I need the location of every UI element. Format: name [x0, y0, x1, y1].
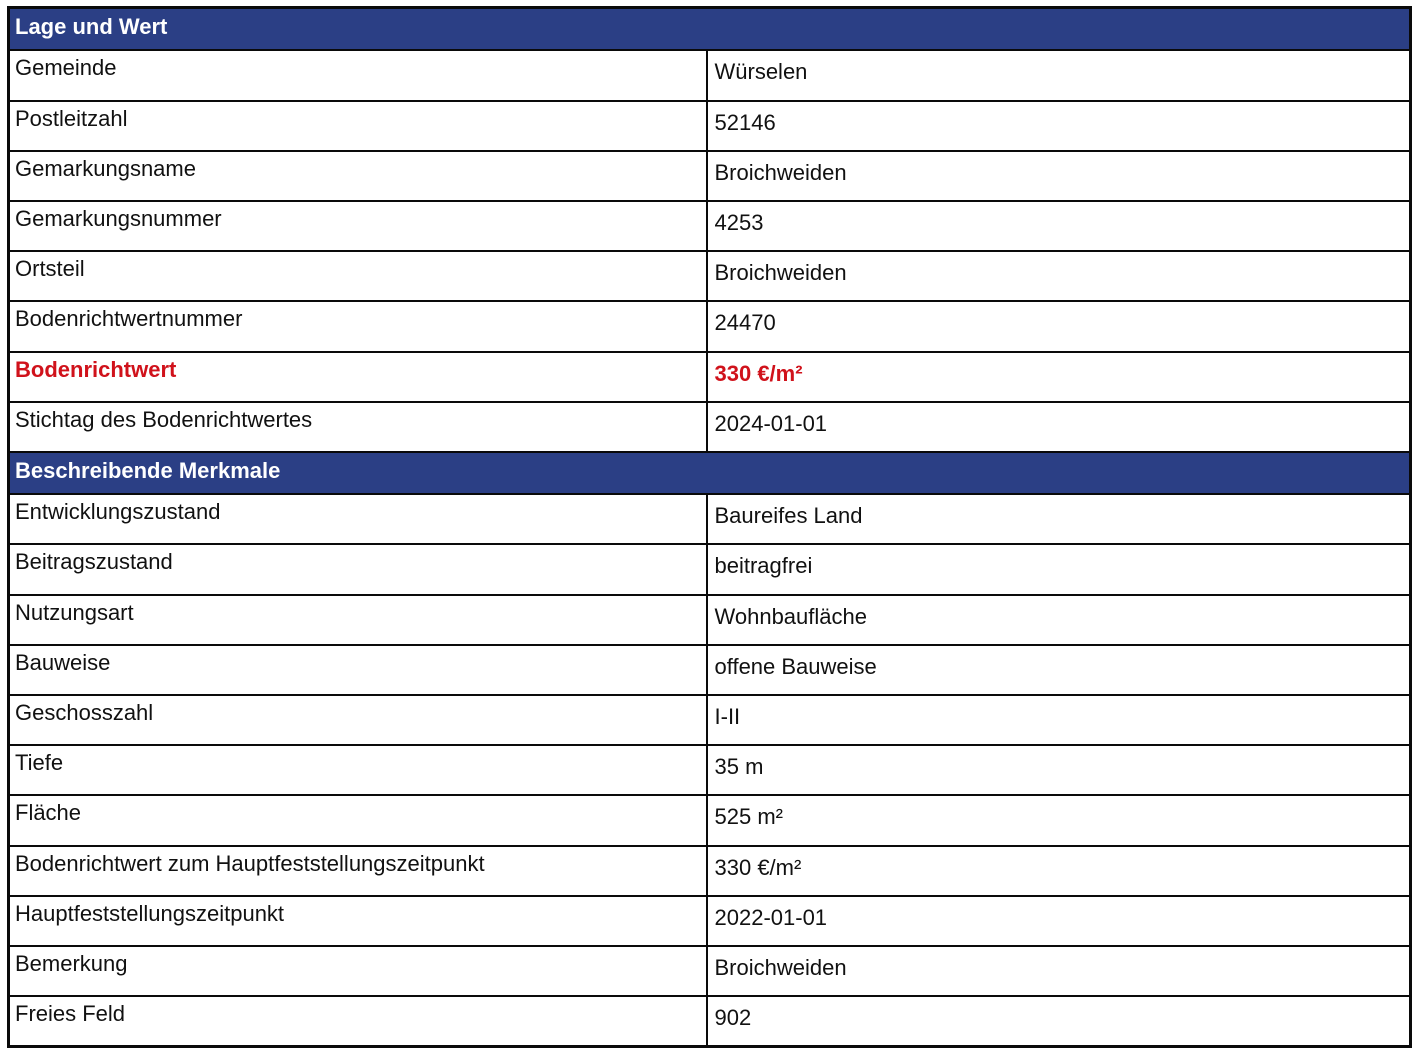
section-title: Beschreibende Merkmale [9, 452, 1411, 494]
row-value: 330 €/m² [707, 352, 1411, 402]
row-value: I-II [707, 695, 1411, 745]
row-label: Hauptfeststellungszeitpunkt [9, 896, 707, 946]
row-value: Broichweiden [707, 251, 1411, 301]
table-row-bauweise [9, 645, 1411, 695]
row-value: Broichweiden [707, 946, 1411, 996]
table-row-tiefe [9, 745, 1411, 795]
row-label: Nutzungsart [9, 595, 707, 645]
row-value: 2024-01-01 [707, 402, 1411, 452]
table-row-freies-feld [9, 996, 1411, 1047]
row-label: Bodenrichtwert zum Hauptfeststellungszeitpunkt [9, 846, 707, 896]
row-label: Ortsteil [9, 251, 707, 301]
table-row-hauptfeststellungszeitpunkt [9, 896, 1411, 946]
row-label: Bauweise [9, 645, 707, 695]
row-value: beitragfrei [707, 544, 1411, 594]
table-row-nutzungsart [9, 595, 1411, 645]
table-row-gemeinde [9, 50, 1411, 100]
section-header-lage-und-wert [9, 8, 1411, 51]
table-row-gemarkungsname [9, 151, 1411, 201]
land-value-sheet [7, 6, 1409, 1048]
row-value: 902 [707, 996, 1411, 1047]
row-label: Geschosszahl [9, 695, 707, 745]
table-row-postleitzahl [9, 101, 1411, 151]
table-row-bodenrichtwert-hauptfeststellung [9, 846, 1411, 896]
row-value: Würselen [707, 50, 1411, 100]
row-label: Stichtag des Bodenrichtwertes [9, 402, 707, 452]
row-label: Beitragszustand [9, 544, 707, 594]
row-value: Wohnbaufläche [707, 595, 1411, 645]
table-row-stichtag [9, 402, 1411, 452]
row-label: Gemarkungsnummer [9, 201, 707, 251]
row-label: Gemeinde [9, 50, 707, 100]
section-title: Lage und Wert [9, 8, 1411, 51]
row-label: Tiefe [9, 745, 707, 795]
row-label: Bodenrichtwert [9, 352, 707, 402]
row-value: 330 €/m² [707, 846, 1411, 896]
row-value: 52146 [707, 101, 1411, 151]
table-row-beitragszustand [9, 544, 1411, 594]
row-value: 4253 [707, 201, 1411, 251]
table-row-ortsteil [9, 251, 1411, 301]
land-value-table [7, 6, 1412, 1048]
row-label: Fläche [9, 795, 707, 845]
table-row-bodenrichtwert [9, 352, 1411, 402]
row-label: Entwicklungszustand [9, 494, 707, 544]
row-value: 35 m [707, 745, 1411, 795]
row-label: Bodenrichtwertnummer [9, 301, 707, 351]
table-row-gemarkungsnummer [9, 201, 1411, 251]
table-row-entwicklungszustand [9, 494, 1411, 544]
row-value: Baureifes Land [707, 494, 1411, 544]
row-value: 525 m² [707, 795, 1411, 845]
row-label: Gemarkungsname [9, 151, 707, 201]
row-value: 2022-01-01 [707, 896, 1411, 946]
row-label: Postleitzahl [9, 101, 707, 151]
table-row-bodenrichtwertnummer [9, 301, 1411, 351]
table-row-geschosszahl [9, 695, 1411, 745]
row-value: 24470 [707, 301, 1411, 351]
section-header-beschreibende-merkmale [9, 452, 1411, 494]
row-value: Broichweiden [707, 151, 1411, 201]
row-value: offene Bauweise [707, 645, 1411, 695]
row-label: Freies Feld [9, 996, 707, 1047]
table-row-bemerkung [9, 946, 1411, 996]
table-row-flaeche [9, 795, 1411, 845]
row-label: Bemerkung [9, 946, 707, 996]
